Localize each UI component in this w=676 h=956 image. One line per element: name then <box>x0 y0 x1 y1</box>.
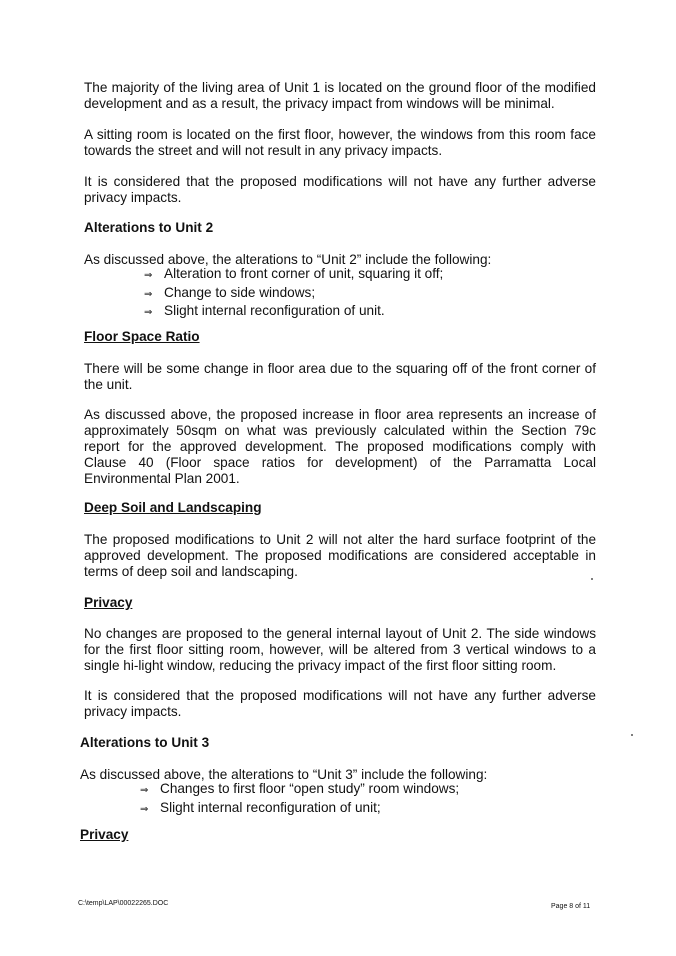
paragraph-privacy-conclusion: It is considered that the proposed modifications will not have any further adverse privacy impacts. <box>84 174 596 205</box>
list-item: ⇒ Change to side windows; <box>144 285 443 304</box>
subheading-deep-soil: Deep Soil and Landscaping <box>84 500 262 515</box>
arrow-bullet-icon: ⇒ <box>140 785 149 796</box>
subheading-privacy-unit3: Privacy <box>80 827 129 842</box>
paragraph-deep-soil: The proposed modifications to Unit 2 will not alter the hard surface footprint of the approved development. The proposed modifications are considered acceptable in terms of deep soil and landscaping. <box>84 532 596 579</box>
paragraph-floor-area-increase: As discussed above, the proposed increase in floor area represents an increase of approximately 50sqm on what was previously calculated within the Section 79c report for the approved development. The proposed modifications comply with Clause 40 (Floor space ratios for development) of the Parramatta Local Environmental Plan 2001. <box>84 407 596 486</box>
paragraph-privacy-unit2: No changes are proposed to the general internal layout of Unit 2. The side windows for the first floor sitting room, however, will be altered from 3 vertical windows to a single hi-light window, reducing the privacy impact of the first floor sitting room. <box>84 626 596 673</box>
arrow-bullet-icon: ⇒ <box>144 307 153 318</box>
arrow-bullet-icon: ⇒ <box>144 270 153 281</box>
footer-file-path: C:\temp\LAP\00022265.DOC <box>78 900 169 907</box>
paragraph-floor-area-change: There will be some change in floor area due to the squaring off of the front corner of the unit. <box>84 361 596 392</box>
unit2-bullet-list <box>144 266 443 322</box>
subheading-floor-space-ratio: Floor Space Ratio <box>84 329 200 344</box>
paragraph-privacy-unit2-conclusion: It is considered that the proposed modifications will not have any further adverse privacy impacts. <box>84 688 596 719</box>
paragraph-sitting-room: A sitting room is located on the first floor, however, the windows from this room face towards the street and will not result in any privacy impacts. <box>84 127 596 158</box>
scan-speck <box>591 578 593 580</box>
paragraph-unit1-living-area: The majority of the living area of Unit 1 is located on the ground floor of the modified development and as a result, the privacy impact from windows will be minimal. <box>84 80 596 111</box>
unit2-intro: As discussed above, the alterations to “Unit 2” include the following: <box>84 252 492 267</box>
arrow-bullet-icon: ⇒ <box>144 288 153 300</box>
list-item: ⇒ Alteration to front corner of unit, squaring it off; <box>144 266 443 285</box>
heading-unit3: Alterations to Unit 3 <box>80 735 210 750</box>
arrow-bullet-icon: ⇒ <box>140 803 149 815</box>
footer-page-number: Page 8 of 11 <box>551 903 591 910</box>
unit3-bullet-list <box>140 781 459 818</box>
subheading-privacy-unit2: Privacy <box>84 595 133 610</box>
unit3-intro: As discussed above, the alterations to “Unit 3” include the following: <box>80 767 488 782</box>
scan-speck <box>631 734 633 736</box>
heading-unit2: Alterations to Unit 2 <box>84 220 214 235</box>
list-item: ⇒ Slight internal reconfiguration of unit. <box>144 303 443 322</box>
list-item: ⇒ Changes to first floor “open study” room windows; <box>140 781 459 800</box>
list-item: ⇒ Slight internal reconfiguration of unit; <box>140 800 459 819</box>
